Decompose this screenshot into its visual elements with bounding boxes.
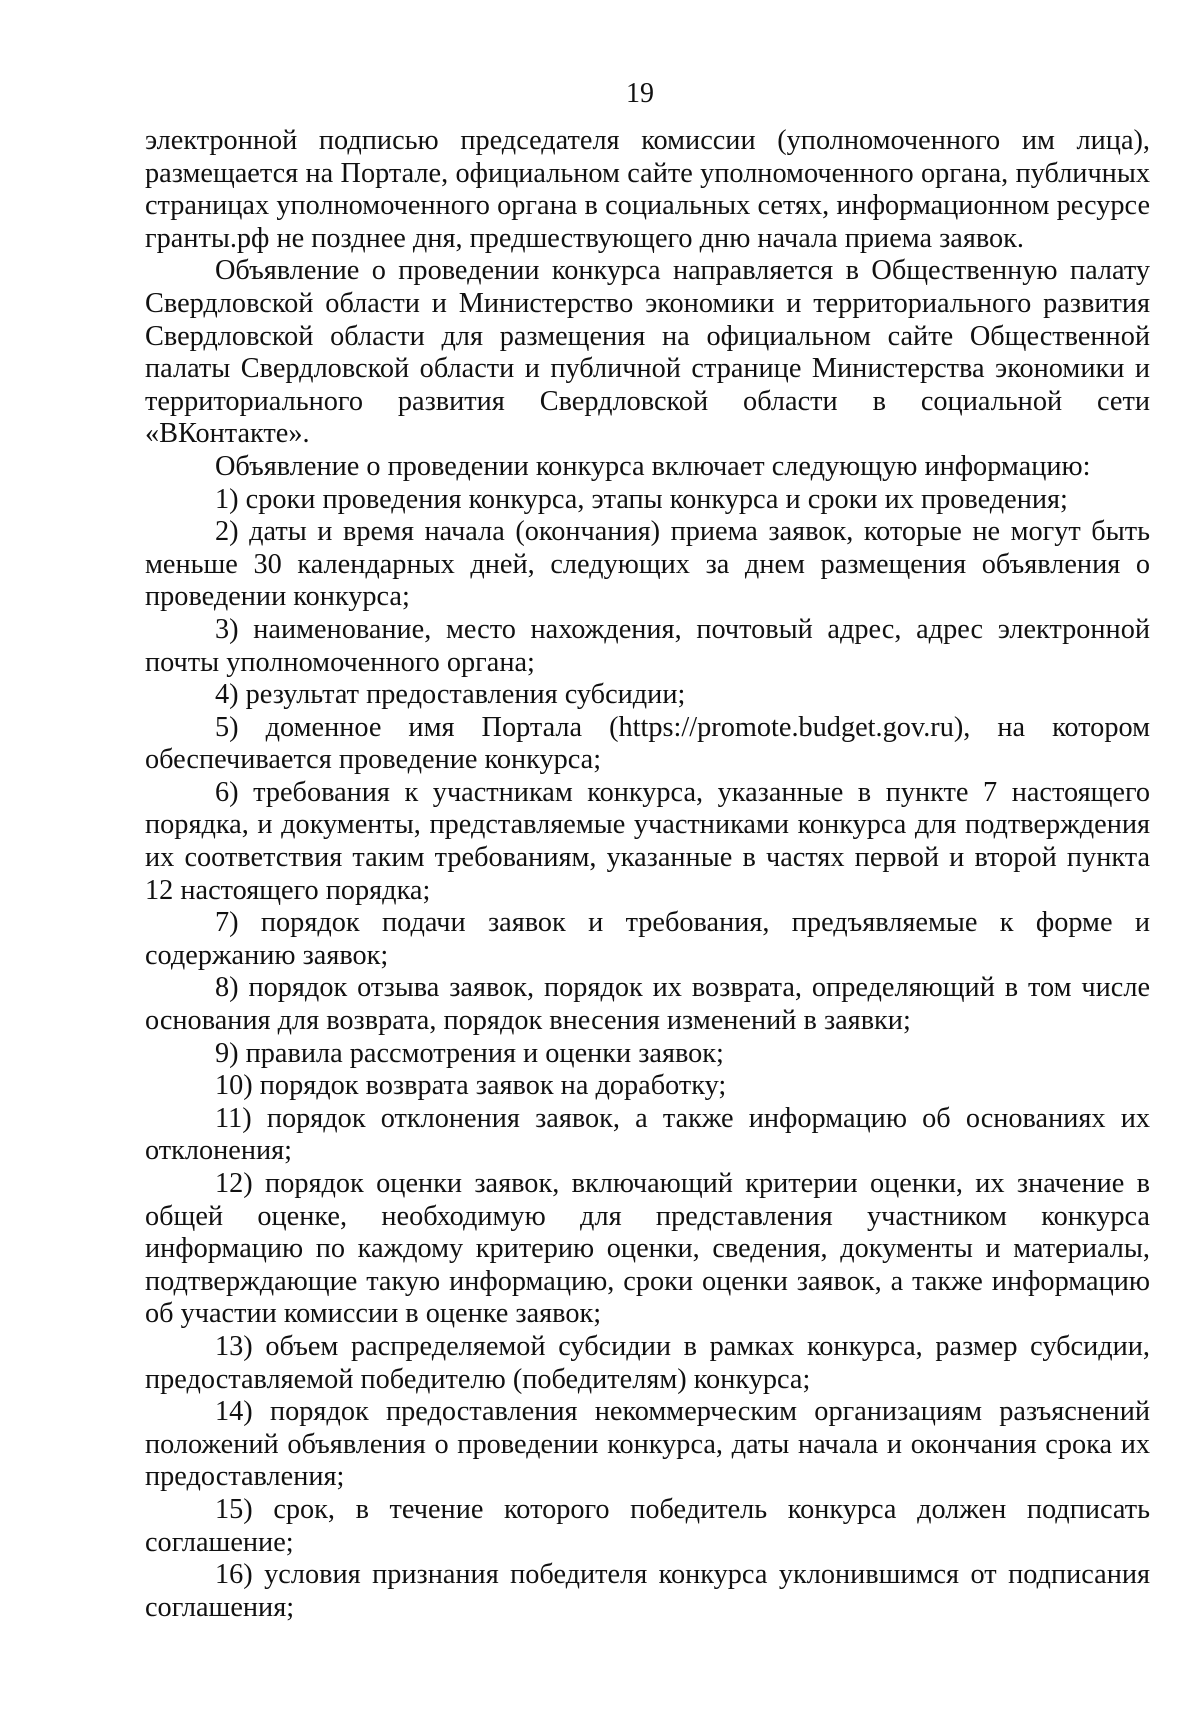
list-item-11: 11) порядок отклонения заявок, а также информацию об основаниях их отклонения; [145, 1102, 1150, 1167]
list-item-9: 9) правила рассмотрения и оценки заявок; [215, 1037, 724, 1069]
list-item-8: 8) порядок отзыва заявок, порядок их возврата, определяющий в том числе основания для возврата, порядок внесения изменений в заявки; [145, 972, 1150, 1037]
page-number: 19 [626, 78, 654, 109]
list-item-16: 16) условия признания победителя конкурса уклонившимся от подписания соглашения; [145, 1559, 1150, 1623]
paragraph-announcement-sent: Объявление о проведении конкурса направляется в Общественную палату Свердловской области и Министерство экономики и территориального развития Свердловской области для размещения на официальном сайте Общественной палаты Свердловской области и публичной странице Министерства экономики и территориального развития Свердловской области в социальной сети «ВКонтакте». [145, 255, 1150, 450]
paragraph-continuation: электронной подписью председателя комиссии (уполномоченного им лица), размещается на Портале, официальном сайте уполномоченного органа, публичных страницах уполномоченного органа в социальных сетях, информационном ресурсе гранты.рф не позднее дня, предшествующего дню начала приема заявок. [145, 125, 1150, 254]
list-item-13: 13) объем распределяемой субсидии в рамках конкурса, размер субсидии, предоставляемой победителю (победителям) конкурса; [145, 1330, 1150, 1395]
list-item-4: 4) результат предоставления субсидии; [215, 679, 686, 711]
list-item-5: 5) доменное имя Портала (https://promote.budget.gov.ru), на котором обеспечивается проведение конкурса; [145, 711, 1150, 776]
list-item-1: 1) сроки проведения конкурса, этапы конкурса и сроки их проведения; [215, 483, 1068, 515]
paragraph-announcement-content: Объявление о проведении конкурса включает следующую информацию: [215, 450, 1091, 482]
list-item-12: 12) порядок оценки заявок, включающий критерии оценки, их значение в общей оценке, необходимую для представления участником конкурса информацию по каждому критерию оценки, сведения, документы и материалы, подтверждающие такую информацию, сроки оценки заявок, а также информацию об участии комиссии в оценке заявок; [145, 1168, 1150, 1330]
document-body [145, 125, 1150, 1624]
list-item-15: 15) срок, в течение которого победитель конкурса должен подписать соглашение; [145, 1493, 1150, 1558]
list-item-14: 14) порядок предоставления некоммерческим организациям разъяснений положений объявления о проведении конкурса, даты начала и окончания срока их предоставления; [145, 1396, 1150, 1493]
list-item-3: 3) наименование, место нахождения, почтовый адрес, адрес электронной почты уполномоченного органа; [145, 613, 1150, 678]
list-item-2: 2) даты и время начала (окончания) приема заявок, которые не могут быть меньше 30 календарных дней, следующих за днем размещения объявления о проведении конкурса; [145, 516, 1150, 613]
list-item-10: 10) порядок возврата заявок на доработку; [215, 1070, 727, 1102]
list-item-7: 7) порядок подачи заявок и требования, предъявляемые к форме и содержанию заявок; [145, 907, 1150, 971]
list-item-6: 6) требования к участникам конкурса, указанные в пункте 7 настоящего порядка, и документы, представляемые участниками конкурса для подтверждения их соответствия таким требованиям, указанные в частях первой и второй пункта 12 настоящего порядка; [145, 776, 1150, 906]
